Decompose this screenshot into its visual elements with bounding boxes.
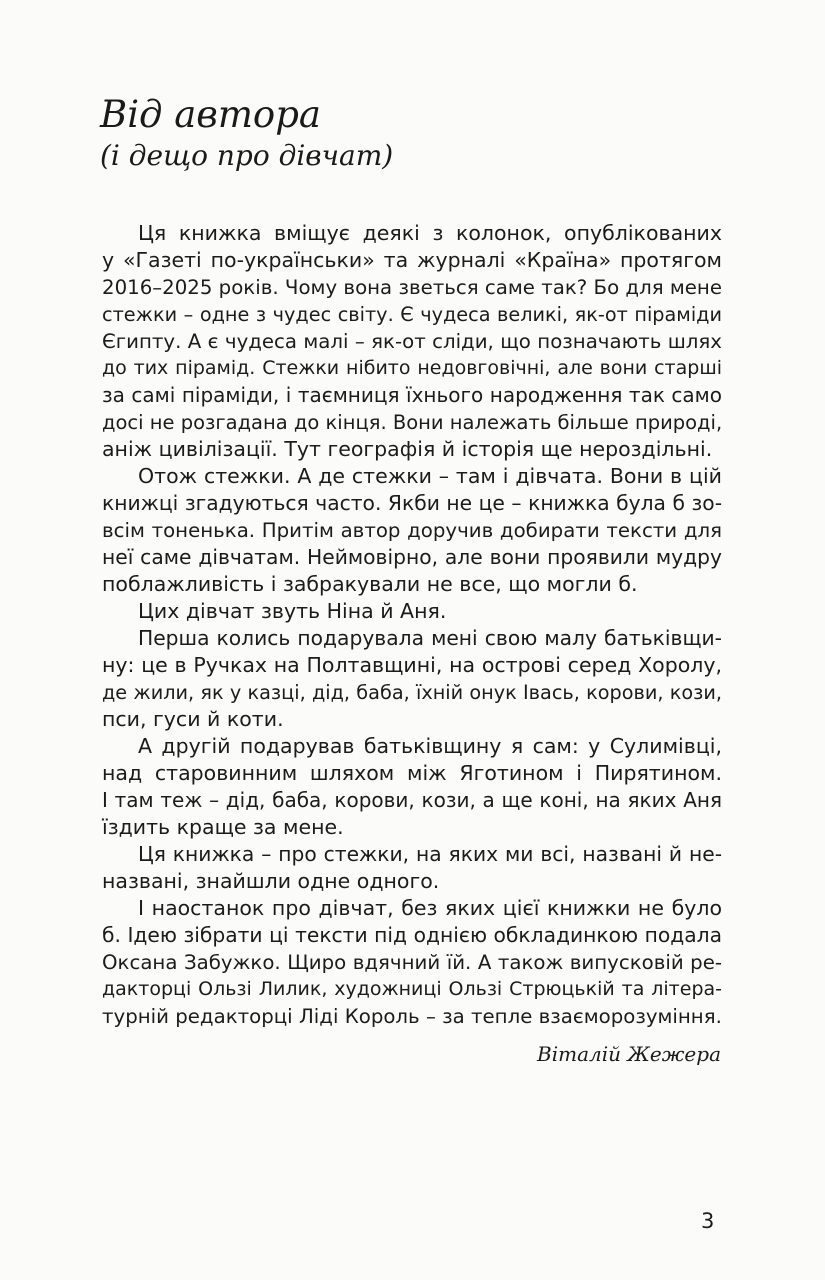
paragraph <box>102 841 722 895</box>
text-line: Ця книжка вміщує деякі з колонок, опублікованих <box>138 221 722 245</box>
text-line: стежки – одне з чудес світу. Є чудеса великі, як-от піраміди <box>102 303 722 326</box>
text-line: І там теж – дід, баба, корови, кози, а ще коні, на яких Аня <box>102 788 722 812</box>
paragraph <box>102 895 722 1030</box>
text-line: Ця книжка – про стежки, на яких ми всі, названі й не- <box>138 842 722 866</box>
text-line: досі не розгадана до кінця. Вони належать більше природі, <box>102 411 723 434</box>
text-line: Перша колись подарувала мені свою малу батьківщи- <box>138 626 722 650</box>
text-line: поблажливість і забракували не все, що могли б. <box>102 572 638 596</box>
text-line: б. Ідею зібрати ці тексти під однією обкладинкою подала <box>102 923 722 947</box>
text-line: Отож стежки. А де стежки – там і дівчата. Вони в цій <box>138 464 722 488</box>
text-line: до тих пірамід. Стежки нібито недовговічні, але вони старші <box>102 357 722 379</box>
paragraph <box>102 733 722 841</box>
text-line: пси, гуси й коти. <box>102 707 284 731</box>
text-line: А другій подарував батьківщину я сам: у Сулимівці, <box>138 734 722 758</box>
chapter-title: Від автора <box>100 93 321 136</box>
text-line: названі, знайшли одне одного. <box>102 869 440 893</box>
text-line: за самі піраміди, і таємниця їхнього народження так само <box>102 383 722 407</box>
text-line: над старовинним шляхом між Яготином і Пирятином. <box>102 761 722 785</box>
text-line: аніж цивілізації. Тут географія й історія ще нероздільні. <box>102 437 713 461</box>
paragraph <box>102 220 722 463</box>
chapter-subtitle: (і дещо про дівчат) <box>100 139 394 172</box>
paragraph <box>102 625 722 733</box>
text-line: Єгипту. А є чудеса малі – як-от сліди, що позначають шлях <box>102 330 722 353</box>
paragraph <box>102 598 722 625</box>
paragraph <box>102 463 722 598</box>
page-number: 3 <box>701 1209 715 1233</box>
text-line: всім тоненька. Притім автор доручив добирати тексти для <box>102 519 722 542</box>
text-line: Цих дівчат звуть Ніна й Аня. <box>138 599 447 623</box>
author-signature: Віталій Жежера <box>537 1042 721 1066</box>
text-line: ну: це в Ручках на Полтавщині, на острові серед Хоролу, <box>102 653 722 677</box>
text-line: І наостанок про дівчат, без яких цієї книжки не було <box>138 896 722 920</box>
text-line: 2016–2025 років. Чому вона зветься саме так? Бо для мене <box>102 276 722 299</box>
text-line: дакторці Ользі Лилик, художниці Ользі Стрюцькій та літера- <box>102 978 722 1000</box>
text-line: у «Газеті по-українськи» та журналі «Країна» протягом <box>102 248 722 272</box>
text-line: де жили, як у казці, дід, баба, їхній онук Івась, корови, кози, <box>102 681 722 704</box>
text-line: книжці згадуються часто. Якби не це – книжка була б зо- <box>102 491 722 515</box>
text-line: Оксана Забужко. Щиро вдячний їй. А також випусковій ре- <box>102 951 722 974</box>
text-line: їздить краще за мене. <box>102 815 344 839</box>
text-line: неї саме дівчатам. Неймовірно, але вони проявили мудру <box>102 545 722 569</box>
text-line: турній редакторці Ліді Король – за тепле взаєморозуміння. <box>102 1005 722 1028</box>
body-text <box>102 220 722 1030</box>
